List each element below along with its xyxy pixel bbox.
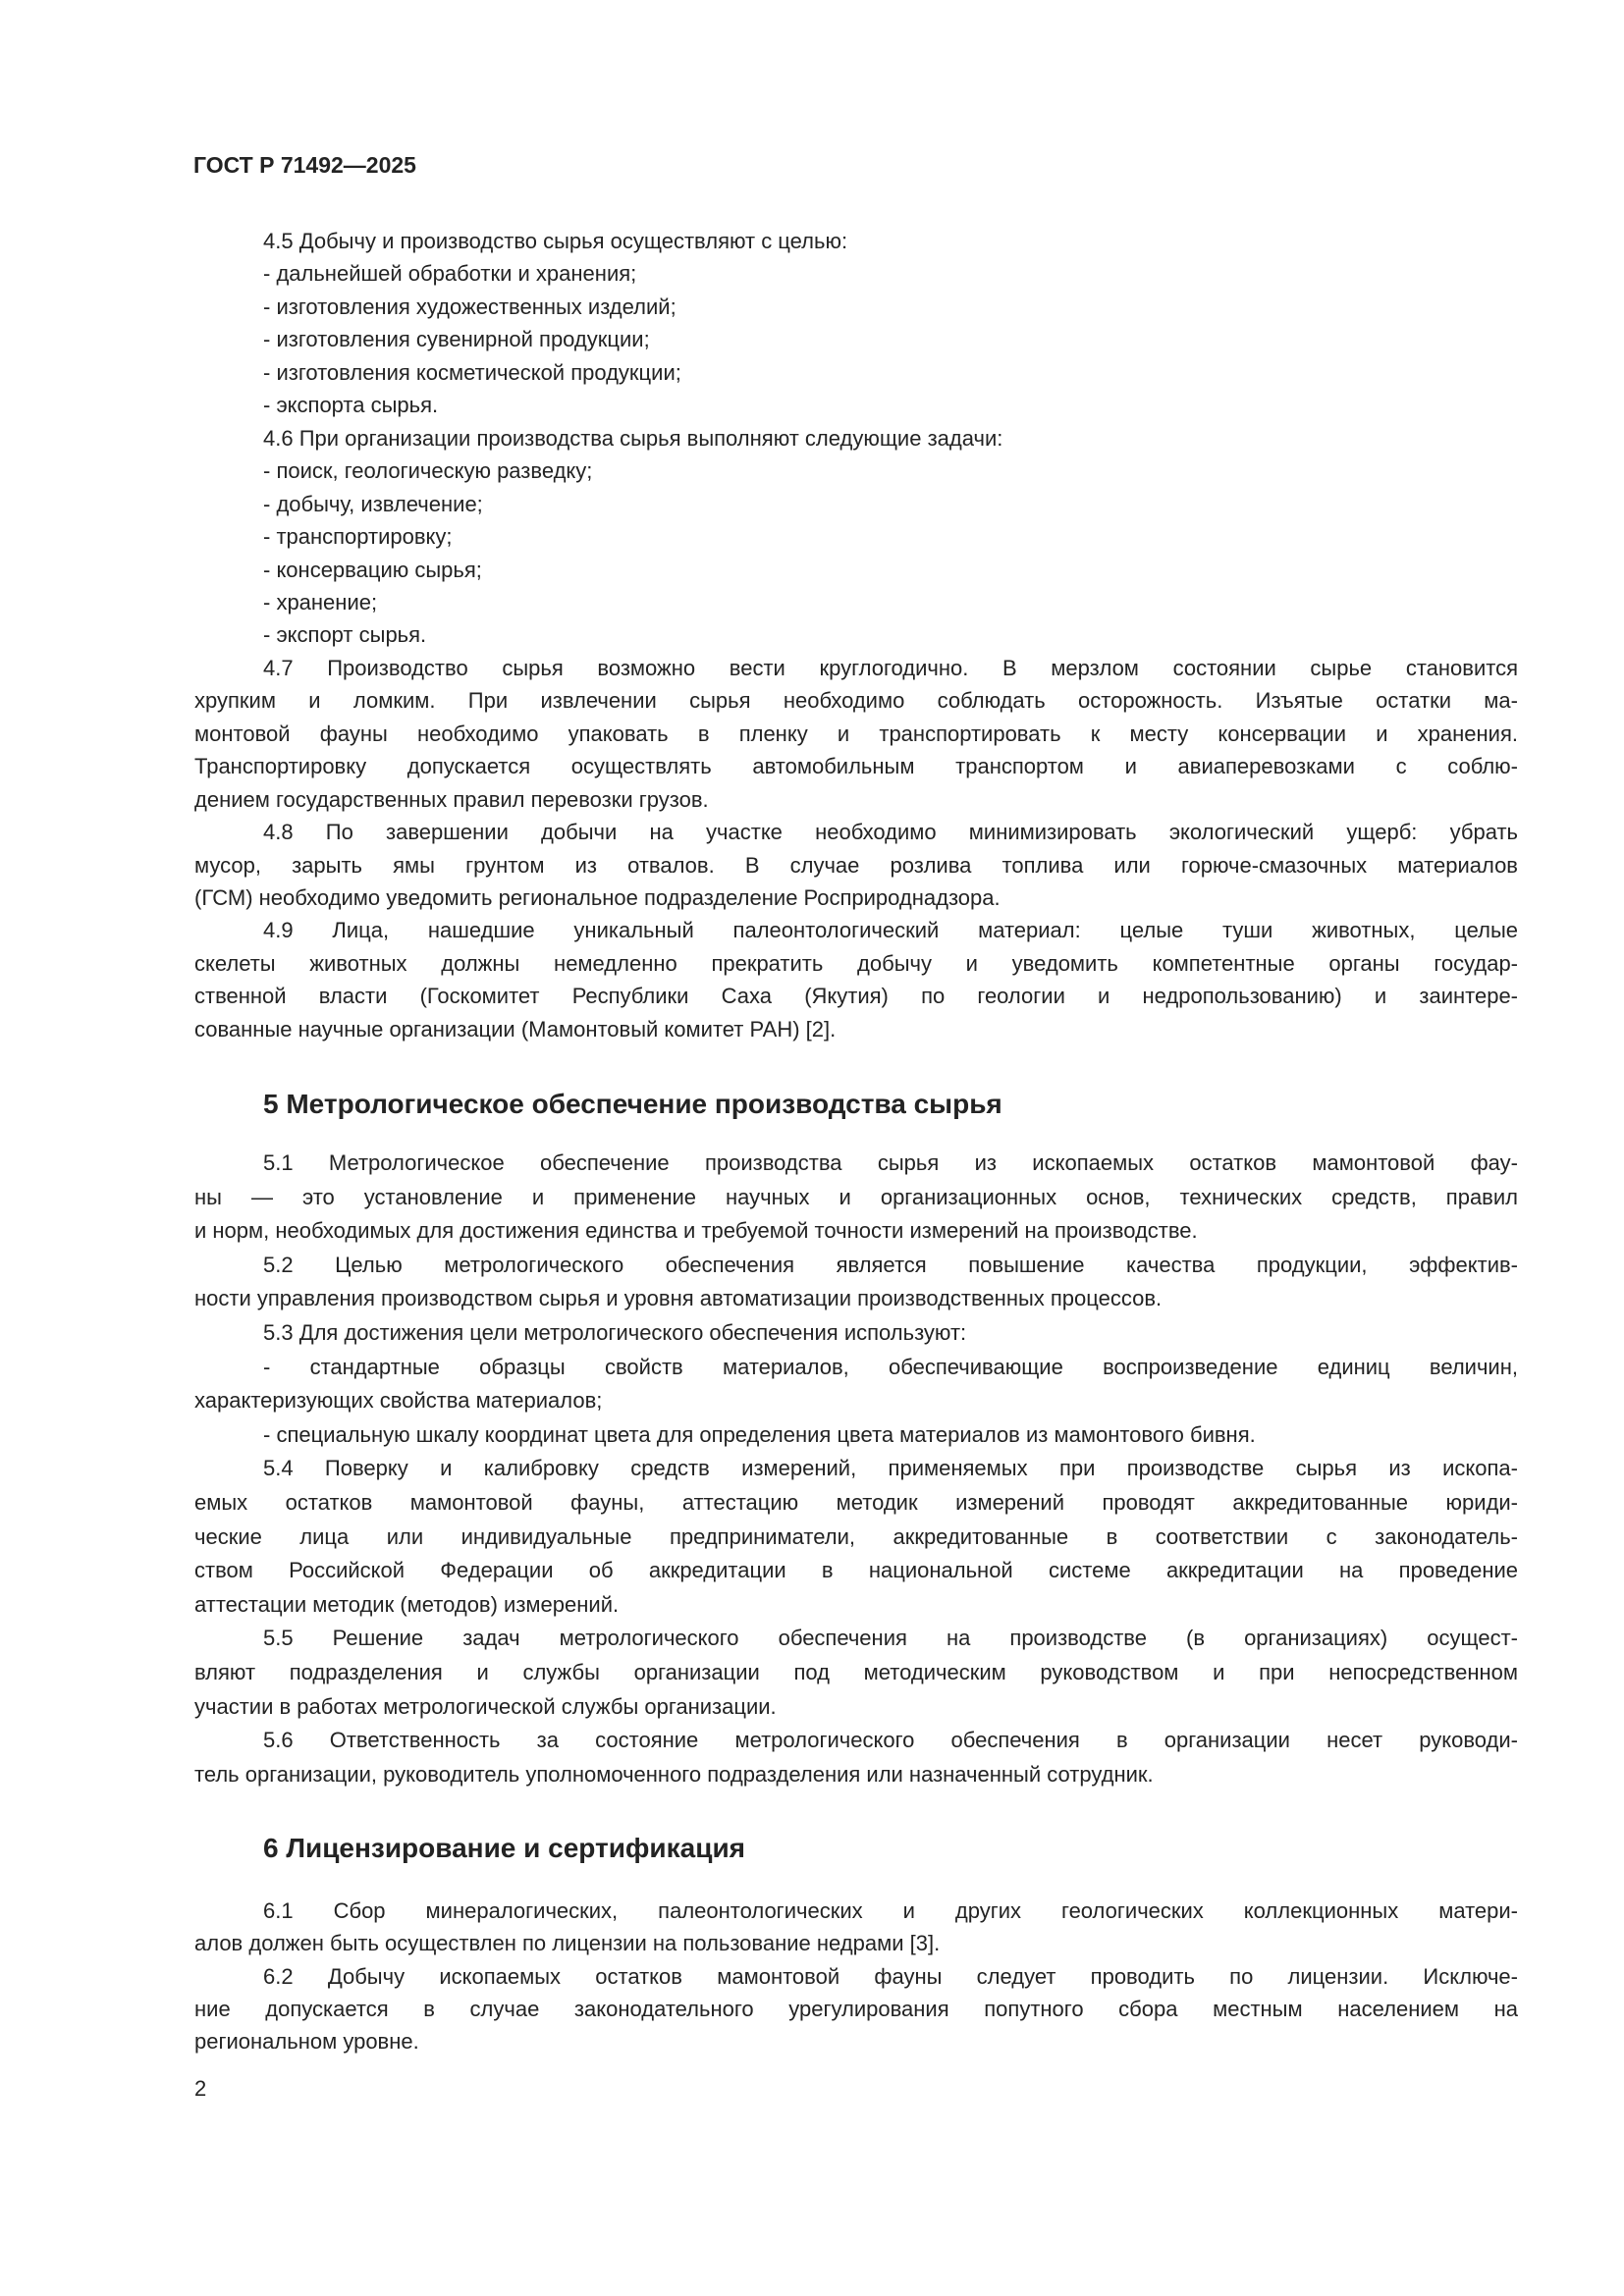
paragraph-first-line: - добычу, извлечение;	[263, 491, 483, 516]
paragraph-line: ческие лица или индивидуальные предприниматели, аккредитованные в соответствии с законодатель-	[194, 1523, 1518, 1549]
paragraph-first-line: - поиск, геологическую разведку;	[263, 458, 593, 484]
paragraph-line: ственной власти (Госкомитет Республики Саха (Якутия) по геологии и недропользованию) и заинтере-	[194, 984, 1518, 1009]
section-heading: 6 Лицензирование и сертификация	[263, 1833, 745, 1863]
paragraph-line: монтовой фауны необходимо упаковать в пленку и транспортировать к месту консервации и хранения.	[194, 721, 1518, 746]
paragraph-line: аттестации методик (методов) измерений.	[194, 1591, 620, 1617]
paragraph-line: Транспортировку допускается осуществлять автомобильным транспортом и авиаперевозками с соблю-	[194, 754, 1518, 779]
paragraph-first-line: - экспорта сырья.	[263, 393, 439, 418]
paragraph-first-line: - изготовления косметической продукции;	[263, 359, 681, 385]
paragraph-first-line: 4.7 Производство сырья возможно вести круглогодично. В мерзлом состоянии сырье становится	[263, 655, 1518, 680]
paragraph-first-line: 5.5 Решение задач метрологического обеспечения на производстве (в организациях) осущест-	[263, 1626, 1518, 1651]
paragraph-first-line: 4.5 Добычу и производство сырья осуществляют с целью:	[263, 229, 848, 253]
paragraph-first-line: - изготовления художественных изделий;	[263, 294, 677, 319]
paragraph-line: ности управления производством сырья и уровня автоматизации производственных процессов.	[194, 1286, 1163, 1311]
paragraph-first-line: - транспортировку;	[263, 524, 453, 550]
paragraph-line: ством Российской Федерации об аккредитации в национальной системе аккредитации на проведение	[194, 1558, 1518, 1583]
page-number: 2	[194, 2076, 207, 2101]
paragraph-line: вляют подразделения и службы организации под методическим руководством и при непосредственном	[194, 1660, 1518, 1684]
paragraph-line: алов должен быть осуществлен по лицензии на пользование недрами [3].	[194, 1931, 941, 1956]
paragraph-line: емых остатков мамонтовой фауны, аттестацию методик измерений проводят аккредитованные юриди-	[194, 1490, 1518, 1515]
paragraph-first-line: - изготовления сувенирной продукции;	[263, 327, 650, 352]
paragraph-first-line: - стандартные образцы свойств материалов, обеспечивающие воспроизведение единиц величин,	[263, 1354, 1518, 1379]
paragraph-first-line: 5.4 Поверку и калибровку средств измерений, применяемых при производстве сырья из ископа-	[263, 1456, 1518, 1481]
paragraph-first-line: 5.3 Для достижения цели метрологического обеспечения используют:	[263, 1320, 967, 1345]
paragraph-first-line: 6.2 Добычу ископаемых остатков мамонтовой фауны следует проводить по лицензии. Исключе-	[263, 1963, 1518, 1989]
paragraph-first-line: - экспорт сырья.	[263, 622, 427, 648]
paragraph-first-line: 6.1 Сбор минералогических, палеонтологических и других геологических коллекционных матери-	[263, 1898, 1518, 1923]
paragraph-line: сованные научные организации (Мамонтовый комитет РАН) [2].	[194, 1016, 837, 1041]
paragraph-line: дением государственных правил перевозки грузов.	[194, 786, 709, 812]
paragraph-line: участии в работах метрологической службы организации.	[194, 1693, 777, 1719]
paragraph-line: характеризующих свойства материалов;	[194, 1388, 603, 1414]
paragraph-first-line: 4.8 По завершении добычи на участке необходимо минимизировать экологический ущерб: убрать	[263, 820, 1518, 845]
paragraph-first-line: 5.2 Целью метрологического обеспечения является повышение качества продукции, эффектив-	[263, 1252, 1518, 1277]
paragraph-line: скелеты животных должны немедленно прекратить добычу и уведомить компетентные органы государ-	[194, 950, 1518, 976]
paragraph-line: тель организации, руководитель уполномоченного подразделения или назначенный сотрудник.	[194, 1761, 1154, 1787]
paragraph-first-line: - дальнейшей обработки и хранения;	[263, 261, 637, 287]
paragraph-first-line: - хранение;	[263, 589, 378, 614]
section-heading: 5 Метрологическое обеспечение производства сырья	[263, 1089, 1002, 1119]
paragraph-line: и норм, необходимых для достижения единства и требуемой точности измерений на производстве.	[194, 1218, 1198, 1244]
document-code-header: ГОСТ Р 71492—2025	[193, 152, 416, 178]
paragraph-first-line: 5.6 Ответственность за состояние метрологического обеспечения в организации несет руководи-	[263, 1728, 1518, 1753]
paragraph-first-line: 5.1 Метрологическое обеспечение производства сырья из ископаемых остатков мамонтовой фау-	[263, 1150, 1518, 1175]
paragraph-first-line: 4.9 Лица, нашедшие уникальный палеонтологический материал: целые туши животных, целые	[263, 918, 1518, 943]
paragraph-first-line: 4.6 При организации производства сырья выполняют следующие задачи:	[263, 425, 1003, 451]
paragraph-line: (ГСМ) необходимо уведомить региональное подразделение Росприроднадзора.	[194, 885, 1001, 910]
paragraph-first-line: - консервацию сырья;	[263, 557, 482, 582]
paragraph-line: региональном уровне.	[194, 2029, 419, 2055]
paragraph-line: ние допускается в случае законодательного урегулирования попутного сбора местным населением на	[194, 1996, 1518, 2021]
paragraph-line: хрупким и ломким. При извлечении сырья необходимо соблюдать осторожность. Изъятые остатки ма-	[194, 688, 1518, 714]
paragraph-line: ны — это установление и применение научных и организационных основ, технических средств, правил	[194, 1184, 1518, 1209]
paragraph-first-line: - специальную шкалу координат цвета для определения цвета материалов из мамонтового бивня.	[263, 1421, 1256, 1447]
paragraph-line: мусор, зарыть ямы грунтом из отвалов. В случае розлива топлива или горюче-смазочных материалов	[194, 852, 1518, 878]
